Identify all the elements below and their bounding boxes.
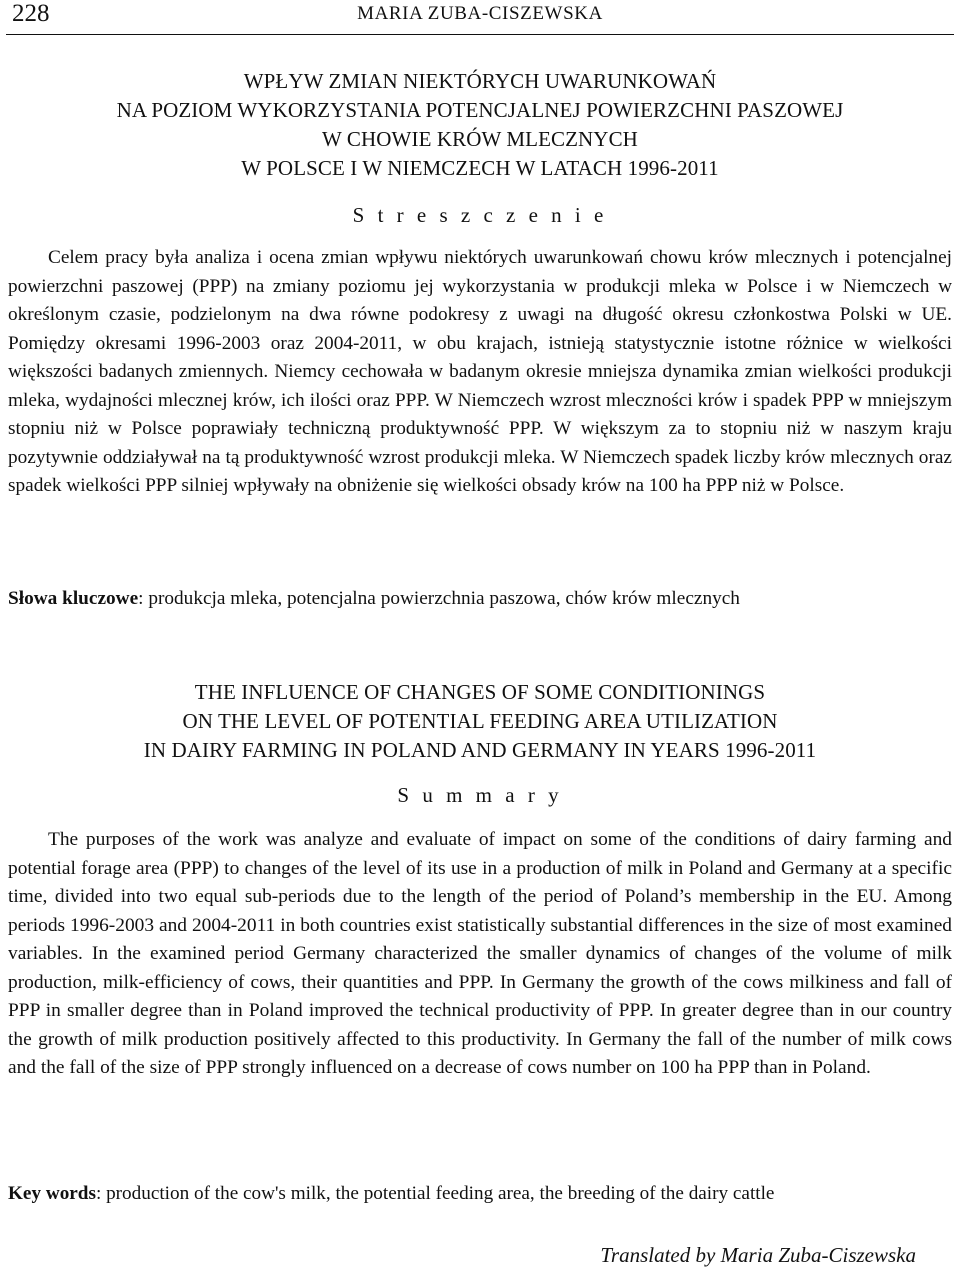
polish-title-line: W CHOWIE KRÓW MLECZNYCH [322,127,638,151]
english-title-line: ON THE LEVEL OF POTENTIAL FEEDING AREA UTILIZATION [182,709,778,733]
polish-title-line: NA POZIOM WYKORZYSTANIA POTENCJALNEJ POWIERZCHNI PASZOWEJ [116,98,844,122]
polish-title-line: W POLSCE I W NIEMCZECH W LATACH 1996-2011 [241,156,719,180]
translator-note: Translated by Maria Zuba-Ciszewska [600,1243,916,1267]
page-number: 228 [12,0,50,27]
polish-title-line: WPŁYW ZMIAN NIEKTÓRYCH UWARUNKOWAŃ [243,69,717,93]
english-keywords-text: : production of the cow's milk, the potential feeding area, the breeding of the dairy cattle [95,1183,775,1204]
polish-summary-heading: S t r e s z c z e n i e [352,203,608,227]
polish-keywords [8,588,952,610]
polish-summary-text: Celem pracy była analiza i ocena zmian wpływu niektórych uwarunkowań chowu krów mlecznych i potencjalnej powierzchni paszowej (PPP) na zmiany poziomu jej wykorzystania w produkcji mleka w Polsce i w Niemczech w określonym czasie, podzielonym na dwa równe podokresy z uwagi na długość okresu członkostwa Polski w UE. Pomiędzy okresami 1996-2003 oraz 2004-2011, w obu krajach, istnieją statystycznie istotne różnice w wielkości większości badanych zmiennych. Niemcy cechowała w badanym okresie mniejsza dynamika zmian wielkości produkcji mleka, wydajności mlecznej krów, ich ilości oraz PPP. W Niemczech wzrost mleczności krów i spadek PPP w mniejszym stopniu niż w Polsce poprawiały techniczną produktywność PPP. W większym za to stopniu niż w naszym kraju pozytywnie oddziaływał na tą produktywność wzrost produkcji mleka. W Niemczech spadek liczby krów mlecznych oraz spadek wielkości PPP silniej wpływały na obniżenie się wielkości obsady krów na 100 ha PPP niż w Polsce. [8,247,952,496]
english-title [0,678,960,765]
polish-title [0,67,960,183]
page-header [6,0,954,35]
polish-keywords-label: Słowa kluczowe [8,588,139,609]
polish-keywords-text: : produkcja mleka, potencjalna powierzchnia paszowa, chów krów mlecznych [138,588,740,609]
english-keywords-label: Key words [8,1183,96,1204]
english-summary-heading: S u m m a r y [397,783,563,807]
english-keywords [8,1183,952,1205]
english-title-line: IN DAIRY FARMING IN POLAND AND GERMANY IN YEARS 1996-2011 [143,738,817,762]
running-head: MARIA ZUBA-CISZEWSKA [357,3,603,24]
english-summary-text: The purposes of the work was analyze and evaluate of impact on some of the conditions of dairy farming and potential forage area (PPP) to changes of the level of its use in a production of milk in Poland and Germany at a specific time, divided into two equal sub-periods due to the length of the period of Poland’s membership in the EU. Among periods 1996-2003 and 2004-2011 in both countries exist statistically substantial differences in the size of most examined variables. In the examined period Germany characterized the smaller dynamics of changes of the volume of milk production, milk-efficiency of cows, their quantities and PPP. In Germany the growth of the cows milkiness and fall of PPP in smaller degree than in Poland improved the technical productivity of PPP. In greater degree than in our country the growth of milk production positively affected to this productivity. In Germany the fall of the number of milk cows and the fall of the size of PPP strongly influenced on a decrease of cows number on 100 ha PPP than in Poland. [8,829,952,1078]
english-title-line: THE INFLUENCE OF CHANGES OF SOME CONDITIONINGS [194,680,766,704]
